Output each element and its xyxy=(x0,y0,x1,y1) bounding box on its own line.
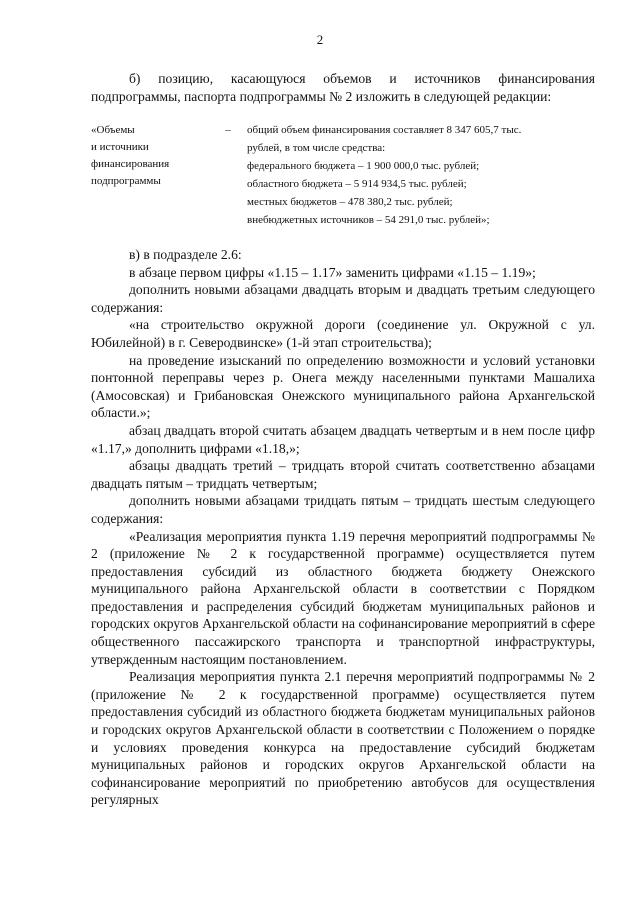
intro-line-1: б) позицию, касающуюся объемов и источников финансирования xyxy=(129,71,595,86)
funding-label-line: подпрограммы xyxy=(91,175,161,187)
intro-line-2: подпрограммы, паспорта подпрограммы № 2 изложить в следующей редакции: xyxy=(91,88,552,104)
paragraph-renumber-22: абзац двадцать второй считать абзацем двадцать четвертым и в нем после цифр «1.17,» дополнить цифрами «1.18,»; xyxy=(91,422,595,456)
paragraph-measure-1-19: «Реализация мероприятия пункта 1.19 перечня мероприятий подпрограммы № 2 (приложение № 2 к государственной программе) осуществляется путем предоставления субсидий из областного бюджета бюджету Онежского муниципального района Архангельской области в соответствии с Порядком предоставления и распределения субсидий бюджетам муниципальных районов и городских округов Архангельской области на софинансирование мероприятий в сфере общественного пассажирского транспорта и транспортной инфраструктуры, утвержденным настоящим постановлением. xyxy=(91,528,595,667)
section-b-heading: в) в подразделе 2.6: xyxy=(129,247,242,262)
paragraph-replace-digits: в абзаце первом цифры «1.15 – 1.17» заменить цифрами «1.15 – 1.19»; xyxy=(129,264,536,280)
intro-paragraph xyxy=(91,70,595,105)
funding-value-line: внебюджетных источников – 54 291,0 тыс. рублей»; xyxy=(247,214,490,226)
funding-value-line: общий объем финансирования составляет 8 347 605,7 тыс. xyxy=(247,124,522,136)
funding-value-line: федерального бюджета – 1 900 000,0 тыс. рублей; xyxy=(247,160,480,172)
funding-label-line: финансирования xyxy=(91,158,170,170)
funding-value-line: рублей, в том числе средства: xyxy=(247,142,386,154)
funding-label xyxy=(91,122,209,230)
funding-value-line: местных бюджетов – 478 380,2 тыс. рублей; xyxy=(247,196,453,208)
funding-dash: – xyxy=(225,124,231,136)
paragraph-road-construction: «на строительство окружной дороги (соединение ул. Окружной с ул. Юбилейной) в г. Северодвинске» (1-й этап строительства); xyxy=(91,317,595,350)
paragraph-add-22-23: дополнить новыми абзацами двадцать вторым и двадцать третьим следующего содержания: xyxy=(91,282,595,315)
paragraph-pontoon-crossing: на проведение изысканий по определению возможности и условий установки понтонной переправы через р. Онега между населенными пунктами Машалиха (Амосовская) и Грибановская Онежского муниципального района Архангельской области.»; xyxy=(91,352,595,421)
funding-label-line: и источники xyxy=(91,141,149,153)
funding-values xyxy=(247,122,595,230)
paragraph-add-35-36: дополнить новыми абзацами тридцать пятым – тридцать шестым следующего содержания: xyxy=(91,493,595,526)
section-b xyxy=(91,246,595,809)
paragraph-measure-2-1: Реализация мероприятия пункта 2.1 перечня мероприятий подпрограммы № 2 (приложение № 2 к государственной программе) осуществляется путем предоставления субсидий из областного бюджета бюджетам муниципальных районов и городских округов Архангельской области в соответствии с Положением о порядке и условиях проведения конкурса на предоставление субсидий бюджетам муниципальных районов и городских округов Архангельской области на софинансирование мероприятий по приобретению автобусов для осуществления регулярных xyxy=(91,669,595,808)
page-number: 2 xyxy=(316,32,324,47)
funding-value-line: областного бюджета – 5 914 934,5 тыс. рублей; xyxy=(247,178,467,190)
paragraph-renumber-23-32: абзацы двадцать третий – тридцать второй считать соответственно абзацами двадцать пятым – тридцать четвертым; xyxy=(91,458,595,491)
funding-table-row xyxy=(91,122,595,230)
funding-label-line: «Объемы xyxy=(91,124,135,136)
funding-table xyxy=(91,122,595,230)
